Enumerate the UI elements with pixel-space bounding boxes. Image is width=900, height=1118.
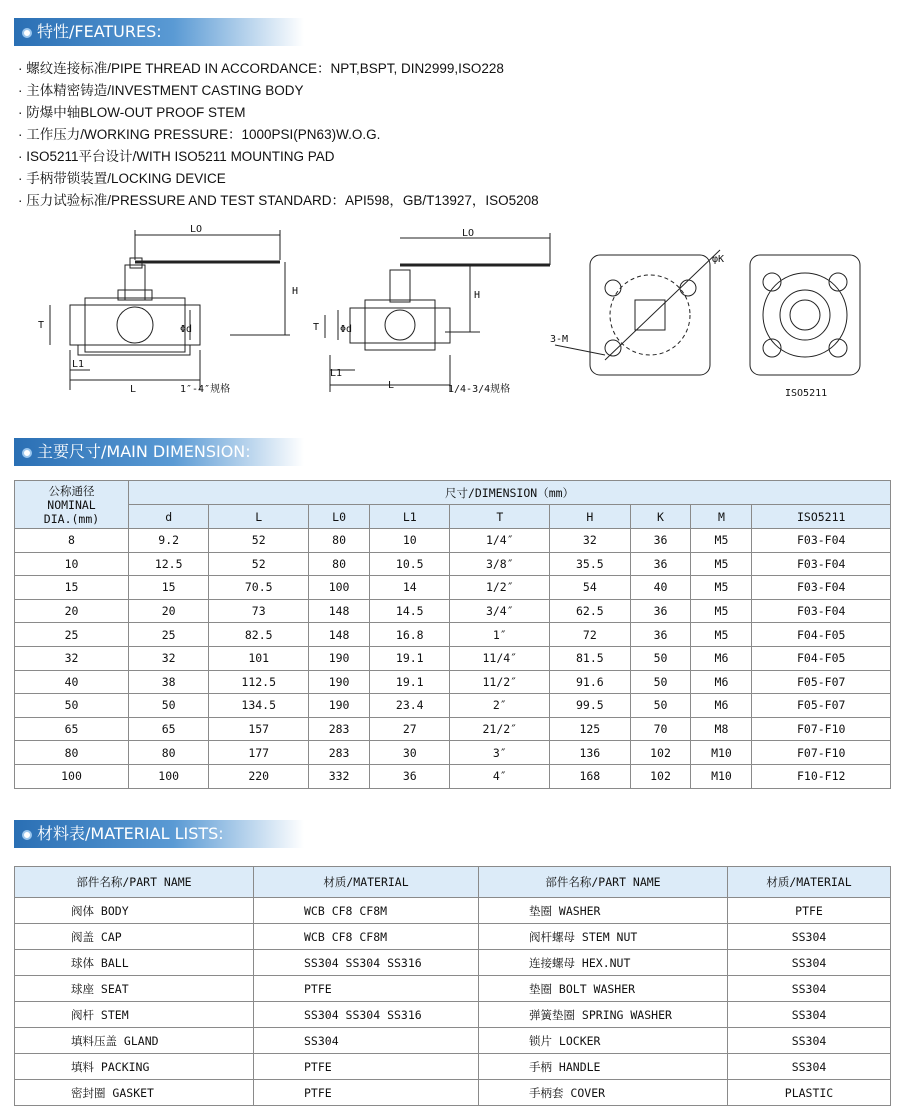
table-cell: M10 xyxy=(691,741,752,765)
valve-drawing-large xyxy=(50,230,290,390)
bullet-icon xyxy=(22,830,32,840)
table-cell: M5 xyxy=(691,599,752,623)
table-cell: 9.2 xyxy=(129,529,209,553)
table-cell: SS304 SS304 SS316 xyxy=(254,950,479,976)
table-cell: PTFE xyxy=(254,1054,479,1080)
bullet-icon xyxy=(22,448,32,458)
table-cell: 62.5 xyxy=(550,599,630,623)
dimension-column-header: H xyxy=(550,505,630,529)
dimension-table xyxy=(14,480,891,789)
table-cell: M6 xyxy=(691,694,752,718)
label-t2: T xyxy=(313,322,320,333)
table-cell: M6 xyxy=(691,646,752,670)
table-cell: 锁片 LOCKER xyxy=(479,1028,728,1054)
table-cell: 23.4 xyxy=(370,694,450,718)
label-lo2: LO xyxy=(462,228,475,239)
dimension-heading: 主要尺寸/MAIN DIMENSION: xyxy=(14,438,304,466)
table-cell: 21/2″ xyxy=(450,717,550,741)
label-phid2: Φd xyxy=(340,324,353,335)
table-cell: 20 xyxy=(129,599,209,623)
table-cell: 283 xyxy=(309,717,370,741)
table-cell: 4″ xyxy=(450,764,550,788)
table-cell: 102 xyxy=(630,741,691,765)
table-cell: 125 xyxy=(550,717,630,741)
table-cell: M6 xyxy=(691,670,752,694)
table-cell: 112.5 xyxy=(209,670,309,694)
table-cell: 20 xyxy=(15,599,129,623)
material-table xyxy=(14,866,891,1106)
table-cell: 332 xyxy=(309,764,370,788)
valve-drawing-small xyxy=(325,233,550,392)
label-l1: L1 xyxy=(72,359,85,370)
table-cell: 16.8 xyxy=(370,623,450,647)
table-row xyxy=(15,741,891,765)
table-cell: M8 xyxy=(691,717,752,741)
table-cell: 136 xyxy=(550,741,630,765)
table-cell: 50 xyxy=(630,670,691,694)
label-lo: LO xyxy=(190,224,203,235)
table-cell: 3/4″ xyxy=(450,599,550,623)
label-l: L xyxy=(130,384,137,395)
label-h: H xyxy=(292,286,299,297)
table-row xyxy=(15,1054,891,1080)
table-row xyxy=(15,924,891,950)
table-cell: 80 xyxy=(15,741,129,765)
table-cell: 19.1 xyxy=(370,670,450,694)
table-cell: 1/4″ xyxy=(450,529,550,553)
table-cell: 32 xyxy=(129,646,209,670)
feature-item: · 手柄带锁装置/LOCKING DEVICE xyxy=(18,168,539,190)
table-cell: PTFE xyxy=(254,1080,479,1106)
table-cell: 垫圈 WASHER xyxy=(479,898,728,924)
table-row xyxy=(15,552,891,576)
table-cell: 50 xyxy=(630,694,691,718)
table-cell: 球座 SEAT xyxy=(15,976,254,1002)
feature-item: · 螺纹连接标准/PIPE THREAD IN ACCORDANCE：NPT,BSPT, DIN2999,ISO228 xyxy=(18,58,539,80)
table-cell: 65 xyxy=(129,717,209,741)
table-cell: 14.5 xyxy=(370,599,450,623)
feature-item: · ISO5211平台设计/WITH ISO5211 MOUNTING PAD xyxy=(18,146,539,168)
table-cell: 80 xyxy=(309,552,370,576)
material-heading: 材料表/MATERIAL LISTS: xyxy=(14,820,304,848)
table-cell: F07-F10 xyxy=(752,717,891,741)
dimension-column-header: d xyxy=(129,505,209,529)
table-cell: 73 xyxy=(209,599,309,623)
table-cell: 54 xyxy=(550,576,630,600)
table-cell: 1/2″ xyxy=(450,576,550,600)
technical-drawings xyxy=(30,220,880,410)
table-row xyxy=(15,898,891,924)
label-spec1: 1″-4″规格 xyxy=(180,384,231,395)
table-cell: 72 xyxy=(550,623,630,647)
table-cell: F05-F07 xyxy=(752,670,891,694)
table-cell: 38 xyxy=(129,670,209,694)
table-cell: M10 xyxy=(691,764,752,788)
table-cell: 阀杆 STEM xyxy=(15,1002,254,1028)
table-cell: 填料压盖 GLAND xyxy=(15,1028,254,1054)
table-cell: 50 xyxy=(630,646,691,670)
dimension-header: 尺寸/DIMENSION（mm） xyxy=(129,481,891,505)
table-cell: 15 xyxy=(129,576,209,600)
feature-item: · 主体精密铸造/INVESTMENT CASTING BODY xyxy=(18,80,539,102)
table-cell: 10.5 xyxy=(370,552,450,576)
table-cell: F03-F04 xyxy=(752,599,891,623)
table-cell: 阀体 BODY xyxy=(15,898,254,924)
table-cell: 65 xyxy=(15,717,129,741)
table-cell: 3/8″ xyxy=(450,552,550,576)
table-cell: 1″ xyxy=(450,623,550,647)
table-cell: SS304 SS304 SS316 xyxy=(254,1002,479,1028)
table-cell: 12.5 xyxy=(129,552,209,576)
table-cell: 2″ xyxy=(450,694,550,718)
table-cell: F03-F04 xyxy=(752,552,891,576)
label-phik: φK xyxy=(712,254,725,265)
dimension-column-header: K xyxy=(630,505,691,529)
table-cell: 148 xyxy=(309,623,370,647)
table-cell: 134.5 xyxy=(209,694,309,718)
table-cell: 10 xyxy=(15,552,129,576)
table-row xyxy=(15,694,891,718)
table-cell: 垫圈 BOLT WASHER xyxy=(479,976,728,1002)
dimension-column-header: L xyxy=(209,505,309,529)
label-t: T xyxy=(38,320,45,331)
table-cell: 80 xyxy=(129,741,209,765)
feature-item: · 压力试验标准/PRESSURE AND TEST STANDARD：API598，GB/T13927，ISO5208 xyxy=(18,190,539,212)
table-cell: 阀盖 CAP xyxy=(15,924,254,950)
table-cell: PLASTIC xyxy=(728,1080,891,1106)
table-cell: 球体 BALL xyxy=(15,950,254,976)
table-cell: 32 xyxy=(550,529,630,553)
table-row xyxy=(15,950,891,976)
dimension-column-header: T xyxy=(450,505,550,529)
table-cell: 148 xyxy=(309,599,370,623)
table-cell: SS304 xyxy=(254,1028,479,1054)
dimension-column-header: L0 xyxy=(309,505,370,529)
table-row xyxy=(15,976,891,1002)
table-cell: 25 xyxy=(129,623,209,647)
table-cell: 100 xyxy=(15,764,129,788)
table-row xyxy=(15,764,891,788)
table-cell: 连接螺母 HEX.NUT xyxy=(479,950,728,976)
label-l1-2: L1 xyxy=(330,368,343,379)
label-h2: H xyxy=(474,290,481,301)
table-cell: 8 xyxy=(15,529,129,553)
table-cell: 52 xyxy=(209,552,309,576)
table-cell: M5 xyxy=(691,576,752,600)
table-cell: 190 xyxy=(309,670,370,694)
table-cell: M5 xyxy=(691,552,752,576)
material-header: 材质/MATERIAL xyxy=(254,867,479,898)
table-cell: 100 xyxy=(309,576,370,600)
feature-item: · 工作压力/WORKING PRESSURE：1000PSI(PN63)W.O.G. xyxy=(18,124,539,146)
material-header: 材质/MATERIAL xyxy=(728,867,891,898)
table-cell: SS304 xyxy=(728,1054,891,1080)
table-cell: 手柄套 COVER xyxy=(479,1080,728,1106)
table-cell: 11/4″ xyxy=(450,646,550,670)
table-row xyxy=(15,1080,891,1106)
table-cell: 70 xyxy=(630,717,691,741)
table-cell: M5 xyxy=(691,623,752,647)
table-cell: 220 xyxy=(209,764,309,788)
table-cell: 10 xyxy=(370,529,450,553)
table-cell: 168 xyxy=(550,764,630,788)
table-cell: 手柄 HANDLE xyxy=(479,1054,728,1080)
table-cell: F03-F04 xyxy=(752,529,891,553)
table-cell: WCB CF8 CF8M xyxy=(254,924,479,950)
table-cell: 3″ xyxy=(450,741,550,765)
table-cell: 填料 PACKING xyxy=(15,1054,254,1080)
table-cell: 14 xyxy=(370,576,450,600)
table-row xyxy=(15,1002,891,1028)
table-cell: 36 xyxy=(630,552,691,576)
feature-item: · 防爆中轴BLOW-OUT PROOF STEM xyxy=(18,102,539,124)
table-cell: 91.6 xyxy=(550,670,630,694)
features-list xyxy=(18,58,539,212)
table-row xyxy=(15,717,891,741)
table-cell: 40 xyxy=(630,576,691,600)
table-cell: SS304 xyxy=(728,1028,891,1054)
features-heading: 特性/FEATURES: xyxy=(14,18,304,46)
table-cell: 27 xyxy=(370,717,450,741)
table-cell: 阀杆螺母 STEM NUT xyxy=(479,924,728,950)
table-cell: 11/2″ xyxy=(450,670,550,694)
table-row xyxy=(15,576,891,600)
table-cell: 283 xyxy=(309,741,370,765)
table-cell: PTFE xyxy=(728,898,891,924)
table-cell: 190 xyxy=(309,694,370,718)
dimension-column-header: M xyxy=(691,505,752,529)
label-3m: 3-M xyxy=(550,334,569,345)
dimension-column-header: L1 xyxy=(370,505,450,529)
table-cell: F04-F05 xyxy=(752,646,891,670)
table-cell: 25 xyxy=(15,623,129,647)
table-row xyxy=(15,599,891,623)
table-cell: 52 xyxy=(209,529,309,553)
table-cell: PTFE xyxy=(254,976,479,1002)
table-cell: F03-F04 xyxy=(752,576,891,600)
table-cell: 36 xyxy=(630,599,691,623)
table-cell: SS304 xyxy=(728,976,891,1002)
table-cell: 30 xyxy=(370,741,450,765)
label-iso5211: ISO5211 xyxy=(785,388,828,399)
table-cell: SS304 xyxy=(728,924,891,950)
table-cell: 100 xyxy=(129,764,209,788)
bullet-icon xyxy=(22,28,32,38)
table-cell: 177 xyxy=(209,741,309,765)
flange-drawing-iso xyxy=(750,255,860,375)
table-cell: M5 xyxy=(691,529,752,553)
dimension-column-header: ISO5211 xyxy=(752,505,891,529)
nominal-header: 公称通径 NOMINAL DIA.(mm) xyxy=(15,481,129,529)
table-cell: 70.5 xyxy=(209,576,309,600)
table-cell: 40 xyxy=(15,670,129,694)
table-cell: 157 xyxy=(209,717,309,741)
table-cell: 102 xyxy=(630,764,691,788)
table-cell: WCB CF8 CF8M xyxy=(254,898,479,924)
table-cell: F04-F05 xyxy=(752,623,891,647)
label-spec2: 1/4-3/4规格 xyxy=(448,384,511,395)
table-cell: F10-F12 xyxy=(752,764,891,788)
table-cell: SS304 xyxy=(728,1002,891,1028)
table-cell: 50 xyxy=(15,694,129,718)
table-cell: 99.5 xyxy=(550,694,630,718)
table-cell: 19.1 xyxy=(370,646,450,670)
table-cell: SS304 xyxy=(728,950,891,976)
table-cell: 36 xyxy=(630,529,691,553)
part-name-header: 部件名称/PART NAME xyxy=(479,867,728,898)
table-row xyxy=(15,623,891,647)
table-cell: 50 xyxy=(129,694,209,718)
table-cell: F07-F10 xyxy=(752,741,891,765)
table-cell: 15 xyxy=(15,576,129,600)
table-cell: 82.5 xyxy=(209,623,309,647)
table-cell: 32 xyxy=(15,646,129,670)
table-cell: 密封圈 GASKET xyxy=(15,1080,254,1106)
label-phid: Φd xyxy=(180,324,193,335)
table-row xyxy=(15,1028,891,1054)
table-cell: 80 xyxy=(309,529,370,553)
label-l2: L xyxy=(388,380,395,391)
table-row xyxy=(15,529,891,553)
part-name-header: 部件名称/PART NAME xyxy=(15,867,254,898)
table-cell: 弹簧垫圈 SPRING WASHER xyxy=(479,1002,728,1028)
table-cell: 101 xyxy=(209,646,309,670)
table-cell: 81.5 xyxy=(550,646,630,670)
table-row xyxy=(15,670,891,694)
table-cell: 36 xyxy=(630,623,691,647)
table-cell: 190 xyxy=(309,646,370,670)
table-row xyxy=(15,646,891,670)
table-cell: 35.5 xyxy=(550,552,630,576)
table-cell: 36 xyxy=(370,764,450,788)
table-cell: F05-F07 xyxy=(752,694,891,718)
flange-drawing-3m xyxy=(555,250,720,375)
